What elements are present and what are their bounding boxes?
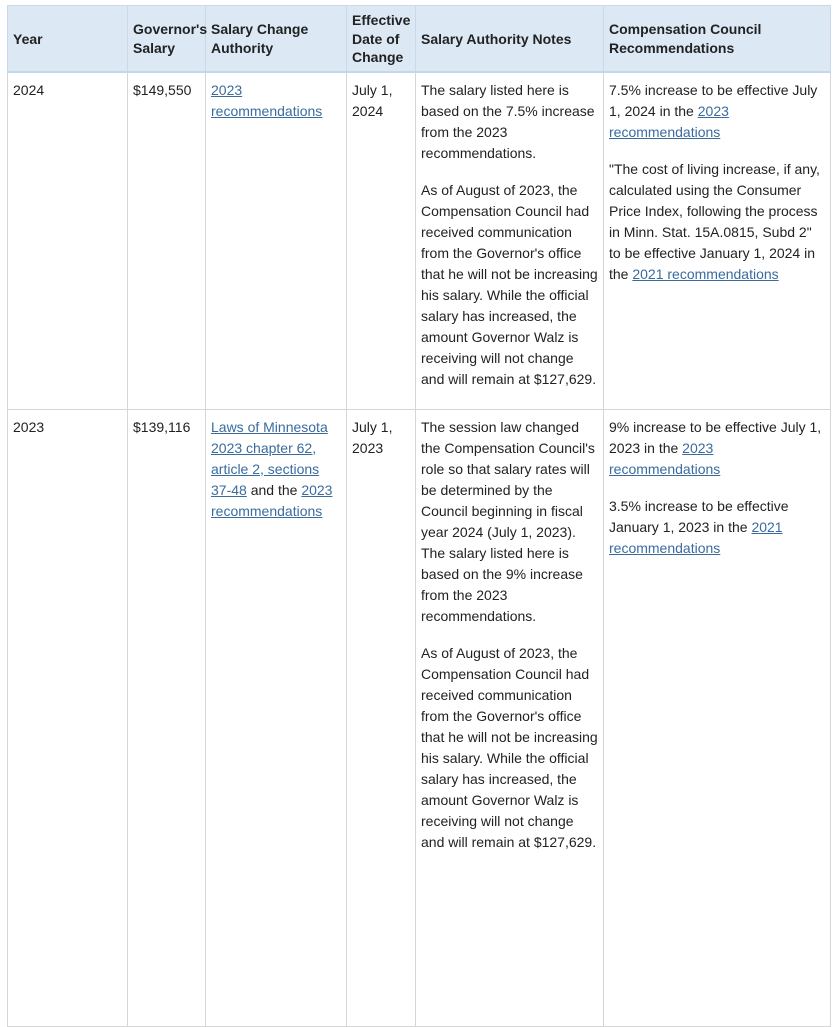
authority-cell	[206, 409, 347, 1026]
council-paragraph	[609, 159, 825, 285]
recommendations-2023-link[interactable]: 2023 recommendations	[211, 481, 333, 519]
recommendations-2021-link[interactable]: 2021 recommendations	[609, 518, 783, 556]
salary-cell: $149,550	[128, 72, 206, 410]
header-effective-date: Effective Date of Change	[347, 6, 416, 72]
notes-paragraph: As of August of 2023, the Compensation Council had received communication from the Governor's office that he will not be increasing his salary. While the official salary has increased, the amount Governor Walz is receiving will not change and will remain at $127,629.	[421, 181, 598, 387]
council-paragraph	[609, 417, 825, 480]
table-row	[8, 72, 831, 410]
header-authority: Salary Change Authority	[206, 6, 347, 72]
notes-paragraph: As of August of 2023, the Compensation Council had received communication from the Governor's office that he will not be increasing his salary. While the official salary has increased, the amount Governor Walz is receiving will not change and will remain at $127,629.	[421, 644, 598, 850]
notes-cell	[416, 409, 604, 1026]
table-row	[8, 409, 831, 1026]
authority-cell	[206, 72, 347, 410]
council-text: 9% increase to be effective July 1, 2023 in the	[609, 418, 822, 456]
council-paragraph	[609, 80, 825, 143]
header-council: Compensation Council Recommendations	[604, 6, 831, 72]
notes-paragraph: The salary listed here is based on the 7.5% increase from the 2023 recommendations.	[421, 81, 595, 161]
notes-cell	[416, 72, 604, 410]
effective-date-cell: July 1, 2023	[347, 409, 416, 1026]
year-cell: 2023	[8, 409, 128, 1026]
recommendations-2023-link[interactable]: 2023 recommendations	[609, 102, 729, 140]
council-cell	[604, 409, 831, 1026]
header-salary: Governor's Salary	[128, 6, 206, 72]
council-text: 3.5% increase to be effective January 1, 2023 in the	[609, 497, 789, 535]
notes-paragraph: The session law changed the Compensation Council's role so that salary rates will be determined by the Council beginning in fiscal year 2024 (July 1, 2023). The salary listed here is based on the 9% increase from the 2023 recommendations.	[421, 418, 595, 624]
council-text: 7.5% increase to be effective July 1, 2024 in the	[609, 81, 818, 119]
laws-of-minnesota-link[interactable]: Laws of Minnesota 2023 chapter 62, article 2, sections 37-48	[211, 418, 328, 498]
recommendations-2023-link[interactable]: 2023 recommendations	[609, 439, 721, 477]
effective-date-cell: July 1, 2024	[347, 72, 416, 410]
council-cell	[604, 72, 831, 410]
table-header-row	[8, 6, 831, 72]
header-notes: Salary Authority Notes	[416, 6, 604, 72]
recommendations-2023-link[interactable]: 2023 recommendations	[211, 81, 323, 119]
recommendations-2021-link[interactable]: 2021 recommendations	[632, 265, 779, 282]
salary-table	[7, 5, 831, 1027]
year-cell: 2024	[8, 72, 128, 410]
council-paragraph	[609, 496, 825, 559]
authority-text: and the	[246, 481, 302, 498]
header-year: Year	[8, 6, 128, 72]
council-text: "The cost of living increase, if any, calculated using the Consumer Price Index, following the process in Minn. Stat. 15A.0815, Subd 2" to be effective January 1, 2024 in the	[609, 160, 820, 282]
salary-cell: $139,116	[128, 409, 206, 1026]
